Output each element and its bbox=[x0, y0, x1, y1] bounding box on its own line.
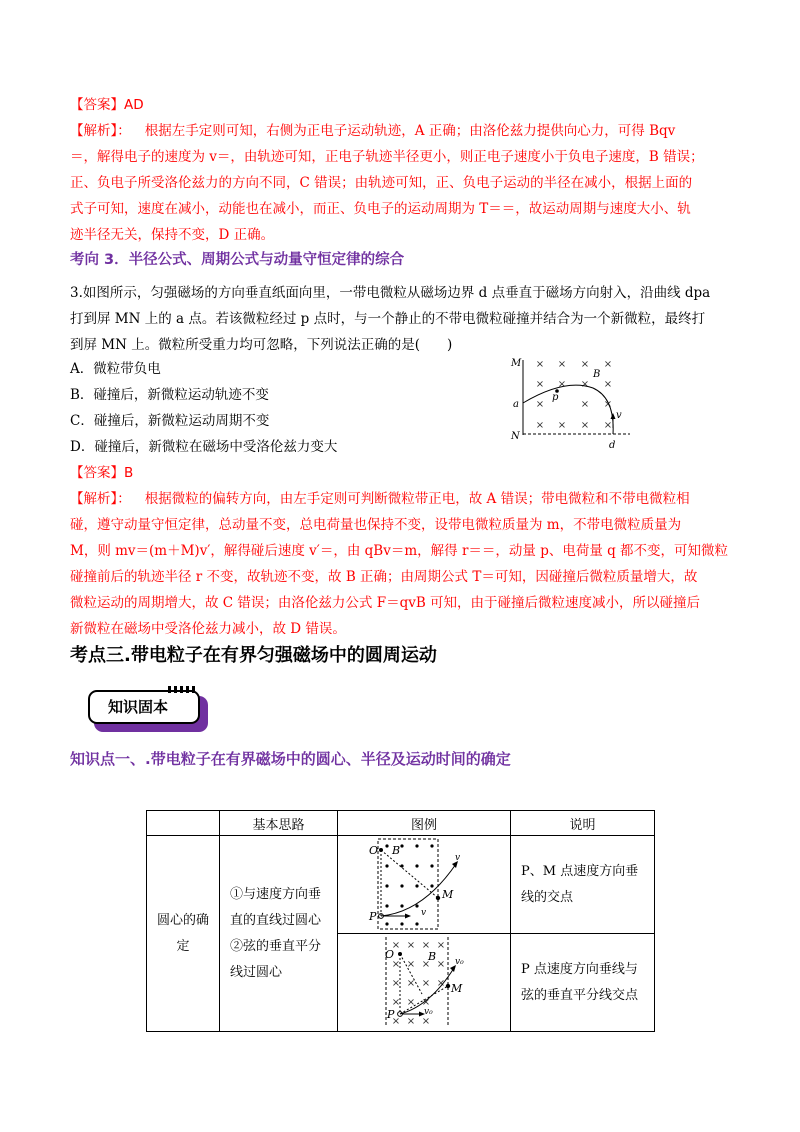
analysis-line: M，则 mv＝(m＋M)v′，解得碰后速度 v′＝，由 qBv＝m，解得 r＝＝，动量 p、电荷量 q 都不变，可知微粒 bbox=[70, 543, 729, 559]
stem-line: 到屏 MN 上。微粒所受重力均可忽略，下列说法正确的是( ) bbox=[70, 337, 453, 353]
label-m: M bbox=[511, 358, 522, 369]
label-v: v bbox=[421, 908, 427, 918]
svg-text:×: × bbox=[557, 379, 567, 390]
answer-tag: 【答案】 bbox=[70, 97, 124, 113]
svg-text:×: × bbox=[603, 420, 613, 431]
svg-text:×: × bbox=[391, 959, 401, 970]
label-v: v bbox=[455, 853, 461, 863]
svg-text:×: × bbox=[421, 959, 431, 970]
q3-options bbox=[70, 356, 337, 460]
svg-text:×: × bbox=[391, 997, 401, 1008]
stem-line: 3.如图所示，匀强磁场的方向垂直纸面向里，一带电微粒从磁场边界 d 点垂直于磁场方向射入，沿曲线 dpa bbox=[70, 285, 711, 301]
svg-text:×: × bbox=[580, 379, 590, 390]
svg-text:×: × bbox=[436, 978, 446, 989]
q2-answer bbox=[70, 92, 144, 118]
stem-line: 打到屏 MN 上的 a 点。若该微粒经过 p 点时，与一个静止的不带电微粒碰撞并结合为一个新微粒，最终打 bbox=[70, 311, 706, 327]
label-d: d bbox=[609, 440, 616, 451]
svg-text:×: × bbox=[421, 978, 431, 989]
knowledge-table bbox=[146, 810, 655, 1032]
svg-text:×: × bbox=[406, 978, 416, 989]
label-p: p bbox=[552, 392, 559, 403]
svg-text:×: × bbox=[535, 379, 545, 390]
label-o: O bbox=[369, 844, 379, 857]
header-empty bbox=[147, 811, 220, 836]
svg-text:×: × bbox=[603, 399, 613, 410]
figure-cell-1 bbox=[338, 836, 511, 934]
svg-text:×: × bbox=[436, 959, 446, 970]
svg-text:×: × bbox=[436, 940, 446, 951]
label-o: O bbox=[385, 948, 395, 961]
analysis-line: 碰，遵守动量守恒定律，总动量不变，总电荷量也保持不变，设带电微粒质量为 m，不带电微粒质量为 bbox=[70, 517, 682, 533]
svg-text:×: × bbox=[421, 1016, 431, 1027]
svg-text:×: × bbox=[535, 399, 545, 410]
svg-text:×: × bbox=[391, 940, 401, 951]
kaodian-heading: 考点三.带电粒子在有界匀强磁场中的圆周运动 bbox=[70, 645, 437, 666]
option-d: D．碰撞后，新微粒在磁场中受洛伦兹力变大 bbox=[70, 439, 338, 455]
method-text: ①与速度方向垂直的直线过圆心 ②弦的垂直平分线过圆心 bbox=[220, 836, 338, 1032]
svg-text:×: × bbox=[406, 997, 416, 1008]
analysis-line: 根据微粒的偏转方向，由左手定则可判断微粒带正电，故 A 错误；带电微粒和不带电微粒相 bbox=[144, 491, 690, 507]
svg-text:×: × bbox=[406, 1016, 416, 1027]
knowledge-badge bbox=[88, 688, 208, 732]
center-figure-1 bbox=[338, 836, 510, 933]
label-v0: v₀ bbox=[424, 1007, 433, 1017]
label-b: B bbox=[392, 844, 401, 857]
q3-analysis bbox=[70, 486, 760, 642]
table-header-row bbox=[147, 811, 655, 836]
q2-analysis bbox=[70, 118, 750, 248]
analysis-line: 正、负电子所受洛伦兹力的方向不同，C 错误；由轨迹可知，正、负电子运动的半径在减小，根据上面的 bbox=[70, 175, 693, 191]
table-row bbox=[147, 836, 655, 934]
svg-text:×: × bbox=[580, 399, 590, 410]
analysis-line: 新微粒在磁场中受洛伦兹力减小，故 D 错误。 bbox=[70, 621, 346, 637]
analysis-line: 根据左手定则可知，右侧为正电子运动轨迹，A 正确；由洛伦兹力提供向心力，可得 Bqv bbox=[144, 123, 676, 139]
svg-text:×: × bbox=[603, 379, 613, 390]
label-n: N bbox=[511, 431, 520, 442]
svg-text:×: × bbox=[391, 1016, 401, 1027]
option-a: A．微粒带负电 bbox=[70, 361, 161, 377]
label-p: P bbox=[369, 910, 377, 923]
option-c: C．碰撞后，新微粒运动周期不变 bbox=[70, 413, 270, 429]
label-b: B bbox=[593, 369, 601, 380]
analysis-tag: 【解析】： bbox=[70, 491, 131, 507]
label-v: v bbox=[616, 410, 622, 421]
answer-value: B bbox=[124, 465, 134, 481]
q3-answer bbox=[70, 460, 133, 486]
badge-text: 知识固本 bbox=[108, 698, 169, 716]
svg-text:×: × bbox=[391, 978, 401, 989]
figure-cell-2 bbox=[338, 934, 511, 1032]
label-v0: v₀ bbox=[455, 957, 464, 967]
header-figure: 图例 bbox=[338, 811, 511, 836]
description-2: P 点速度方向垂线与弦的垂直平分线交点 bbox=[511, 934, 655, 1032]
svg-text:×: × bbox=[406, 940, 416, 951]
label-p: P bbox=[387, 1008, 395, 1021]
analysis-line: 式子可知，速度在减小，动能也在减小，而正、负电子的运动周期为 T＝＝，故运动周期与速度大小、轨 bbox=[70, 201, 691, 217]
svg-text:×: × bbox=[421, 997, 431, 1008]
svg-text:×: × bbox=[406, 959, 416, 970]
description-1: P、M 点速度方向垂线的交点 bbox=[511, 836, 655, 934]
section-heading: 考向 3．半径公式、周期公式与动量守恒定律的综合 bbox=[70, 252, 405, 268]
header-basic-idea: 基本思路 bbox=[220, 811, 338, 836]
option-b: B．碰撞后，新微粒运动轨迹不变 bbox=[70, 387, 269, 403]
answer-tag: 【答案】 bbox=[70, 465, 124, 481]
center-figure-2 bbox=[338, 934, 510, 1031]
analysis-tag: 【解析】： bbox=[70, 123, 131, 139]
row-label: 圆心的确定 bbox=[147, 836, 220, 1032]
svg-text:×: × bbox=[603, 359, 613, 370]
knowledge-heading: 知识点一、.带电粒子在有界磁场中的圆心、半径及运动时间的确定 bbox=[70, 750, 511, 768]
q3-figure bbox=[505, 350, 645, 455]
svg-text:×: × bbox=[580, 420, 590, 431]
svg-text:×: × bbox=[557, 420, 567, 431]
header-description: 说明 bbox=[511, 811, 655, 836]
label-m: M bbox=[451, 982, 463, 995]
svg-text:×: × bbox=[535, 359, 545, 370]
svg-text:×: × bbox=[535, 420, 545, 431]
q3-stem bbox=[70, 280, 760, 358]
analysis-line: 碰撞前后的轨迹半径 r 不变，故轨迹不变，故 B 正确；由周期公式 T＝可知，因碰撞后微粒质量增大，故 bbox=[70, 569, 698, 585]
svg-text:×: × bbox=[580, 359, 590, 370]
label-m: M bbox=[442, 888, 454, 901]
analysis-line: ＝，解得电子的速度为 v＝，由轨迹可知，正电子轨迹半径更小，则正电子速度小于负电子速度，B 错误； bbox=[70, 149, 704, 165]
analysis-line: 微粒运动的周期增大，故 C 错误；由洛伦兹力公式 F＝qvB 可知，由于碰撞后微粒速度减小，所以碰撞后 bbox=[70, 595, 701, 611]
analysis-line: 迹半径无关，保持不变，D 正确。 bbox=[70, 227, 275, 243]
svg-text:×: × bbox=[557, 359, 567, 370]
label-a: a bbox=[513, 399, 519, 410]
answer-value: AD bbox=[124, 97, 144, 113]
label-b: B bbox=[428, 950, 437, 963]
svg-text:×: × bbox=[421, 940, 431, 951]
